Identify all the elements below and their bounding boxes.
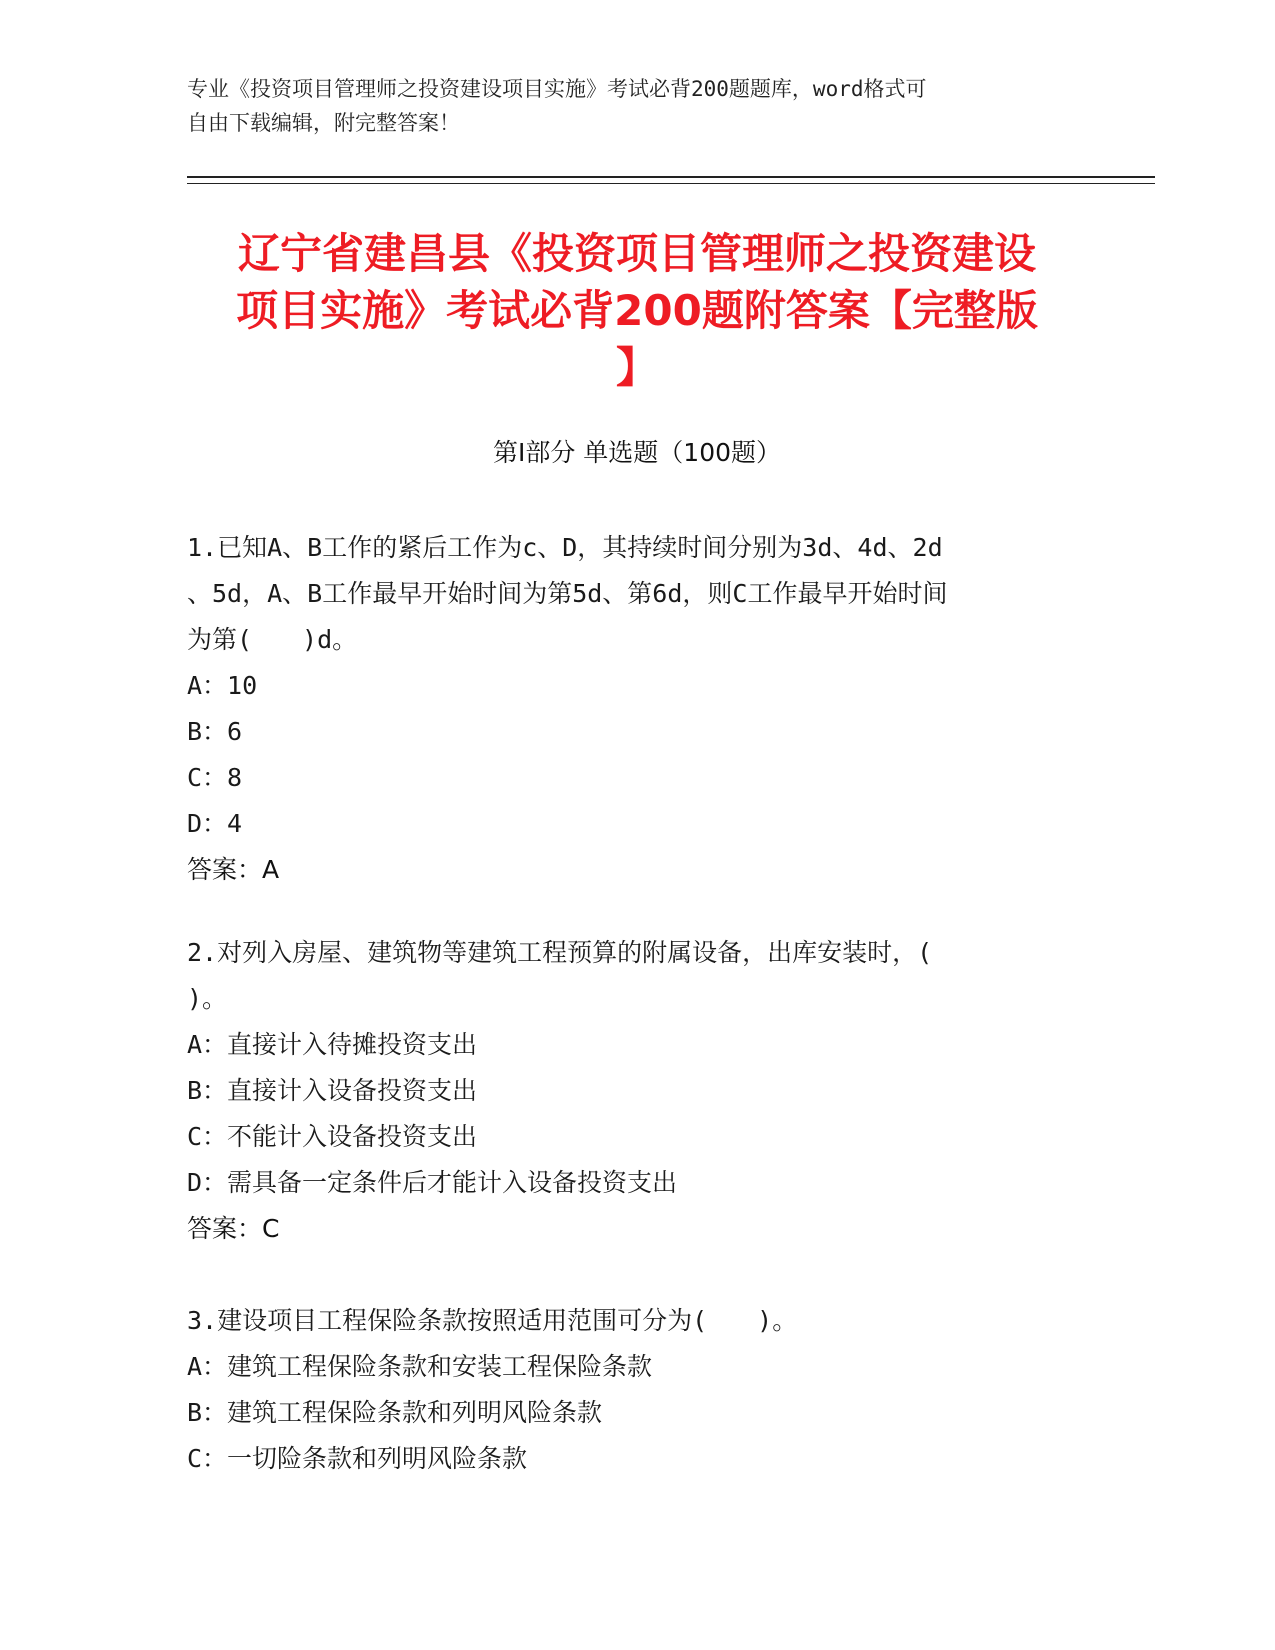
option-c: C：不能计入设备投资支出: [187, 1122, 478, 1151]
option-c: C：8: [187, 763, 243, 792]
question-stem-line: )。: [187, 984, 228, 1013]
option-b: B：建筑工程保险条款和列明风险条款: [187, 1398, 603, 1427]
option-a: A：建筑工程保险条款和安装工程保险条款: [187, 1352, 653, 1381]
header-note: [187, 72, 1067, 140]
answer-line: 答案：A: [187, 855, 280, 884]
question-stem-line: 3.建设项目工程保险条款按照适用范围可分为( )。: [187, 1306, 798, 1335]
section-heading: 第Ⅰ部分 单选题（100题）: [492, 438, 782, 467]
question-2: [187, 930, 1087, 1252]
document-title-line-3: 】: [615, 343, 658, 392]
document-title-line-1: 辽宁省建昌县《投资项目管理师之投资建设: [237, 229, 1036, 278]
option-b: B：6: [187, 717, 243, 746]
option-b: B：直接计入设备投资支出: [187, 1076, 478, 1105]
option-a: A：10: [187, 671, 258, 700]
header-note-line-2: 自由下载编辑，附完整答案！: [187, 111, 460, 135]
question-3: [187, 1298, 1087, 1482]
header-note-line-1: 专业《投资项目管理师之投资建设项目实施》考试必背200题题库，word格式可: [187, 77, 927, 101]
option-a: A：直接计入待摊投资支出: [187, 1030, 478, 1059]
header-divider-thick: [187, 176, 1155, 178]
document-title-line-2: 项目实施》考试必背200题附答案【完整版: [236, 286, 1038, 335]
question-stem-line: 为第( )d。: [187, 625, 358, 654]
option-d: D：4: [187, 809, 243, 838]
answer-line: 答案：C: [187, 1214, 280, 1243]
option-d: D：需具备一定条件后才能计入设备投资支出: [187, 1168, 678, 1197]
question-stem-line: 1.已知A、B工作的紧后工作为c、D，其持续时间分别为3d、4d、2d: [187, 533, 943, 562]
question-stem-line: 2.对列入房屋、建筑物等建筑工程预算的附属设备，出库安装时，(: [187, 938, 933, 967]
document-title: [187, 225, 1087, 396]
option-c: C：一切险条款和列明风险条款: [187, 1444, 528, 1473]
question-1: [187, 525, 1087, 893]
header-divider-thin: [187, 183, 1155, 184]
question-stem-line: 、5d，A、B工作最早开始时间为第5d、第6d，则C工作最早开始时间: [187, 579, 948, 608]
